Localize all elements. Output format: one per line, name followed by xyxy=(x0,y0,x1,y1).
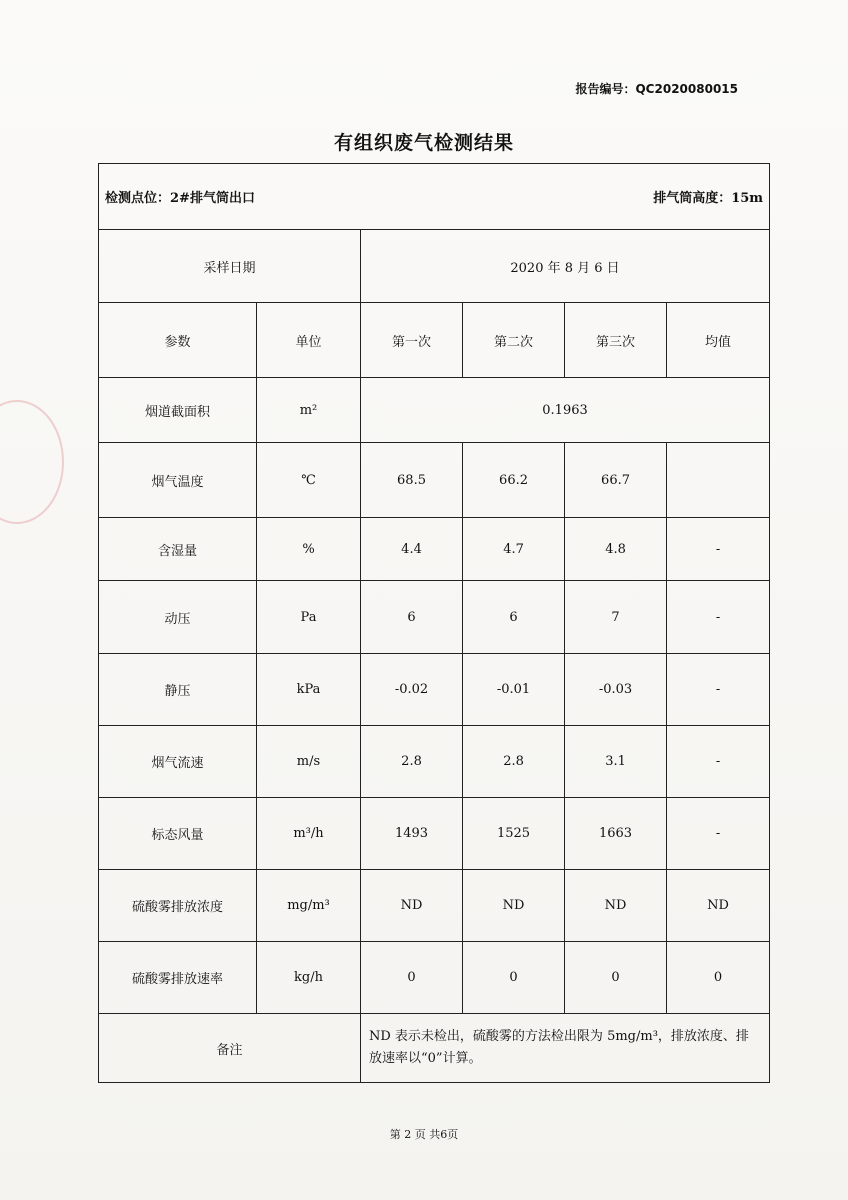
table-row xyxy=(99,443,770,518)
sampling-date-row xyxy=(99,230,770,303)
results-table xyxy=(98,163,770,1083)
param-cell: 烟气温度 xyxy=(99,443,257,518)
avg-cell: - xyxy=(667,654,770,726)
table-row xyxy=(99,798,770,870)
unit-cell: Pa xyxy=(257,581,361,654)
sampling-date-label: 采样日期 xyxy=(99,230,361,303)
avg-cell: - xyxy=(667,581,770,654)
page-number: 第 2 页 共6页 xyxy=(389,1128,459,1141)
value-cell: 68.5 xyxy=(361,443,463,518)
header-row xyxy=(99,164,770,230)
column-header-row xyxy=(99,303,770,378)
value-cell: 1663 xyxy=(565,798,667,870)
unit-cell: ℃ xyxy=(257,443,361,518)
param-cell: 烟气流速 xyxy=(99,726,257,798)
param-cell: 动压 xyxy=(99,581,257,654)
value-cell: -0.03 xyxy=(565,654,667,726)
avg-cell: ND xyxy=(667,870,770,942)
value-cell: 7 xyxy=(565,581,667,654)
value-cell: -0.02 xyxy=(361,654,463,726)
table-row xyxy=(99,581,770,654)
value-cell: -0.01 xyxy=(463,654,565,726)
value-cell: 2.8 xyxy=(463,726,565,798)
param-cell: 静压 xyxy=(99,654,257,726)
merged-value-cell: 0.1963 xyxy=(361,378,770,443)
value-cell: 4.7 xyxy=(463,518,565,581)
value-cell: 4.4 xyxy=(361,518,463,581)
value-cell: 3.1 xyxy=(565,726,667,798)
avg-cell: - xyxy=(667,726,770,798)
unit-cell: kg/h xyxy=(257,942,361,1014)
value-cell: 6 xyxy=(361,581,463,654)
avg-cell: - xyxy=(667,798,770,870)
unit-cell: kPa xyxy=(257,654,361,726)
value-cell: 66.7 xyxy=(565,443,667,518)
col-header-avg: 均值 xyxy=(667,303,770,378)
value-cell: 66.2 xyxy=(463,443,565,518)
value-cell: 4.8 xyxy=(565,518,667,581)
value-cell: 1525 xyxy=(463,798,565,870)
page-title: 有组织废气检测结果 xyxy=(333,132,514,154)
col-header-third: 第三次 xyxy=(565,303,667,378)
value-cell: 0 xyxy=(361,942,463,1014)
table-row xyxy=(99,378,770,443)
sampling-date-value: 2020 年 8 月 6 日 xyxy=(361,230,770,303)
param-cell: 硫酸雾排放速率 xyxy=(99,942,257,1014)
table-row xyxy=(99,654,770,726)
remarks-label: 备注 xyxy=(99,1014,361,1083)
value-cell: ND xyxy=(565,870,667,942)
col-header-param: 参数 xyxy=(99,303,257,378)
value-cell: 6 xyxy=(463,581,565,654)
param-cell: 烟道截面积 xyxy=(99,378,257,443)
unit-cell: m² xyxy=(257,378,361,443)
remarks-row xyxy=(99,1014,770,1083)
unit-cell: % xyxy=(257,518,361,581)
remarks-text: ND 表示未检出，硫酸雾的方法检出限为 5mg/m³，排放浓度、排放速率以“0”计算。 xyxy=(361,1014,770,1083)
unit-cell: m/s xyxy=(257,726,361,798)
value-cell: 0 xyxy=(463,942,565,1014)
table-row xyxy=(99,726,770,798)
param-cell: 标态风量 xyxy=(99,798,257,870)
table-row xyxy=(99,942,770,1014)
avg-cell: - xyxy=(667,518,770,581)
unit-cell: mg/m³ xyxy=(257,870,361,942)
col-header-first: 第一次 xyxy=(361,303,463,378)
value-cell: ND xyxy=(463,870,565,942)
avg-cell: 0 xyxy=(667,942,770,1014)
avg-cell xyxy=(667,443,770,518)
value-cell: 2.8 xyxy=(361,726,463,798)
param-cell: 硫酸雾排放浓度 xyxy=(99,870,257,942)
monitoring-point: 检测点位：2#排气筒出口 xyxy=(99,164,463,230)
param-cell: 含湿量 xyxy=(99,518,257,581)
value-cell: 0 xyxy=(565,942,667,1014)
value-cell: ND xyxy=(361,870,463,942)
table-row xyxy=(99,518,770,581)
stack-height: 排气筒高度：15m xyxy=(463,164,770,230)
seal-stamp xyxy=(0,400,64,524)
col-header-unit: 单位 xyxy=(257,303,361,378)
value-cell: 1493 xyxy=(361,798,463,870)
col-header-second: 第二次 xyxy=(463,303,565,378)
table-row xyxy=(99,870,770,942)
unit-cell: m³/h xyxy=(257,798,361,870)
report-number: 报告编号：QC2020080015 xyxy=(575,82,738,96)
